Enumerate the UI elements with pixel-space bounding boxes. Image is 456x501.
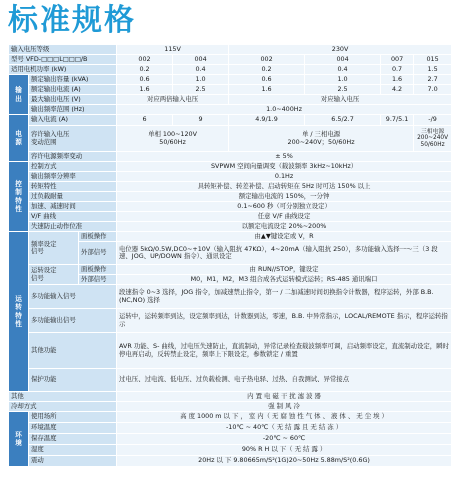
rated-current-cell: 4.2 (381, 85, 414, 95)
category-char: 特 (15, 196, 22, 205)
run-panel-value: 由 RUN//STOP，键设定 (117, 265, 452, 275)
cooling-label: 冷却方式 (9, 402, 117, 412)
freq-range-value: 1.0~400Hz (117, 105, 452, 115)
rated-current-cell: 2.5 (305, 85, 381, 95)
multi-output-value: 运转中，运转频率到达，设定频率到达，计数器到达，零速，B.B. 中异常指示，LOCAL/REMOTE 指示，程序运转指示 (117, 309, 452, 333)
rated-current-cell: 2.5 (173, 85, 229, 95)
protection-value: 过电压、过电流、低电压、过负载检测、电子热电驿、过热、自我测试、异常接点 (117, 369, 452, 392)
voltage-230v: 230V (229, 45, 452, 55)
external-signal-label: 外部信号 (79, 275, 117, 285)
control-row-value: 0.1~600 秒（可分别独立设定） (117, 202, 452, 212)
env-row-label: 震动 (29, 456, 117, 467)
control-row-label: 失速防止动作位准 (29, 222, 117, 232)
category-char: 电 (15, 129, 22, 138)
spec-table (8, 44, 452, 467)
control-row-value: SVPWM 空间向量调变（载波频率 3kHz~10kHz） (117, 162, 452, 172)
motor-cell: 0.2 (117, 65, 173, 75)
freq-setting-label: 频率设定 信号 (29, 232, 79, 265)
rated-capacity-cell: 0.6 (229, 75, 305, 85)
allowable-voltage-label: 容许输入电压 变动范围 (29, 126, 117, 152)
rated-capacity-label: 额定输出容量 (kVA) (29, 75, 117, 85)
control-row-label: 控制方式 (29, 162, 117, 172)
control-row-value: 以额定电流设定 20%~200% (117, 222, 452, 232)
category-char: 源 (15, 138, 22, 146)
rated-current-cell: 1.6 (229, 85, 305, 95)
protection-label: 保护功能 (29, 369, 117, 392)
rated-current-cell: 1.6 (117, 85, 173, 95)
other-functions-label: 其他功能 (29, 333, 117, 369)
category-power (9, 115, 29, 162)
model-cell: 007 (381, 55, 414, 65)
max-voltage-230: 对应输入电压 (229, 95, 452, 105)
env-row-value: -20℃ ~ 60℃ (117, 434, 452, 445)
misc-other-value: 内 置 电 磁 干 扰 滤 波 器 (117, 392, 452, 402)
multi-input-label: 多功能输入信号 (29, 285, 117, 309)
env-row-value: 高 度 1000 m 以 下 ， 室 内（ 无 腐 蚀 性 气 体 、 液 体 、 无 尘 埃 ） (117, 412, 452, 423)
category-environment (9, 412, 29, 467)
category-char: 运 (15, 295, 22, 304)
max-voltage-label: 最大输出电压 (V) (29, 95, 117, 105)
control-row-value: 任意 V/F 曲线设定 (117, 212, 452, 222)
control-row-label: 过负载耐量 (29, 192, 117, 202)
input-current-cell: 6.5/2.7 (305, 115, 381, 126)
input-voltage-label: 输入电压等级 (9, 45, 117, 55)
category-output (9, 75, 29, 115)
freq-variation-value: ± 5% (117, 152, 452, 162)
model-cell: 002 (117, 55, 173, 65)
input-current-cell: 6 (117, 115, 173, 126)
motor-power-label: 适用电机功率 (kW) (9, 65, 117, 75)
control-row-label: 加速、减速时间 (29, 202, 117, 212)
model-cell: 015 (414, 55, 452, 65)
category-char: 出 (15, 94, 22, 103)
model-cell: 002 (229, 55, 305, 65)
multi-output-label: 多功能输出信号 (29, 309, 117, 333)
env-row-value: -10℃ ~ 40℃（ 无 结 露 且 无 结 冻 ） (117, 423, 452, 434)
external-signal-label: 外部信号 (79, 242, 117, 265)
freq-external-value: 电位器 5kΩ/0.5W,DC0~+10V（输入阻抗 47KΩ），4~20mA（输入阻抗 250），多功能输入选择一～三（3 段速、JOG、UP/DOWN 指令）、通讯设定 (117, 242, 452, 265)
category-char: 输 (15, 86, 22, 95)
rated-capacity-cell: 1.0 (305, 75, 381, 85)
motor-cell: 0.2 (229, 65, 305, 75)
other-functions-value: AVR 功能、S- 曲线，过电压失速防止，直流制动，异常记录检查载波频率可调，启动频率设定，直流制动设定，瞬时停电再启动，反转禁止设定，频率上下限设定，参数锁定 / 重置 (117, 333, 452, 369)
env-row-label: 保存温度 (29, 434, 117, 445)
input-current-cell: 4.9/1.9 (229, 115, 305, 126)
category-char: 控 (15, 180, 22, 189)
freq-range-label: 输出频率范围 (Hz) (29, 105, 117, 115)
env-row-label: 环境温度 (29, 423, 117, 434)
run-external-value: M0，M1，M2，M3 组合成各式运转模式运转；RS-485 通讯端口 (117, 275, 452, 285)
motor-cell: 0.7 (381, 65, 414, 75)
allowable-voltage-115: 单相 100~120V 50/60Hz (117, 126, 229, 152)
category-control (9, 162, 29, 232)
category-char: 性 (15, 319, 22, 328)
input-current-cell: 9.7/5.1 (381, 115, 414, 126)
misc-other-label: 其他 (9, 392, 117, 402)
voltage-115v: 115V (117, 45, 229, 55)
page-title: 标准规格 (8, 3, 136, 38)
env-row-value: 90% R H 以 下（ 无 结 露 ） (117, 445, 452, 456)
category-char: 特 (15, 311, 22, 320)
model-cell: 004 (305, 55, 381, 65)
input-current-label: 输入电流 (A) (29, 115, 117, 126)
control-row-value: 0.1Hz (117, 172, 452, 182)
control-row-value: 具转矩补偿、转差补偿、启动转矩在 5Hz 时可达 150% 以上 (117, 182, 452, 192)
run-setting-label: 运转设定 信号 (29, 265, 79, 285)
input-current-cell: 9 (173, 115, 229, 126)
model-label: 型号 VFD-□□□L□□□/B (9, 55, 117, 65)
rated-capacity-cell: 1.0 (173, 75, 229, 85)
freq-variation-label: 容许电源频率变动 (29, 152, 117, 162)
motor-cell: 1.5 (414, 65, 452, 75)
rated-current-label: 额定输出电流 (A) (29, 85, 117, 95)
rated-capacity-cell: 1.6 (381, 75, 414, 85)
category-char: 环 (15, 430, 22, 439)
rated-capacity-cell: 0.6 (117, 75, 173, 85)
env-row-label: 使用场所 (29, 412, 117, 423)
rated-current-cell: 7.0 (414, 85, 452, 95)
motor-cell: 0.4 (305, 65, 381, 75)
control-row-label: 输出频率分辨率 (29, 172, 117, 182)
max-voltage-115: 对应两倍输入电压 (117, 95, 229, 105)
panel-op-label: 面板操作 (79, 232, 117, 242)
category-char: 制 (15, 188, 22, 197)
category-char: 性 (15, 204, 22, 213)
env-row-label: 湿度 (29, 445, 117, 456)
model-cell: 004 (173, 55, 229, 65)
input-current-cell: -/9 (414, 115, 452, 126)
category-operation (9, 232, 29, 392)
control-row-label: 转矩特性 (29, 182, 117, 192)
cooling-value: 强 制 风 冷 (117, 402, 452, 412)
control-row-label: V/F 曲线 (29, 212, 117, 222)
category-char: 转 (15, 303, 22, 312)
env-row-value: 20Hz 以 下 9.80665m/S²(1G)20~50Hz 5.88m/S²(0.6G) (117, 456, 452, 467)
allowable-voltage-230: 单 / 三相电源 200~240V；50/60Hz (229, 126, 414, 152)
control-row-value: 额定输出电流的 150%，一分钟 (117, 192, 452, 202)
panel-op-label: 面板操作 (79, 265, 117, 275)
rated-capacity-cell: 2.7 (414, 75, 452, 85)
multi-input-value: 段速指令 0~3 选择，JOG 指令，加减速禁止指令，第一 / 二加减速时间切换指令计数器，程序运转，外部 B.B.(NC,NO) 选择 (117, 285, 452, 309)
motor-cell: 0.4 (173, 65, 229, 75)
category-char: 境 (15, 439, 22, 447)
allowable-voltage-015: 三相电源 200~240V 50/60Hz (414, 126, 452, 152)
freq-panel-value: 由▲▼键设定或 V，R (117, 232, 452, 242)
